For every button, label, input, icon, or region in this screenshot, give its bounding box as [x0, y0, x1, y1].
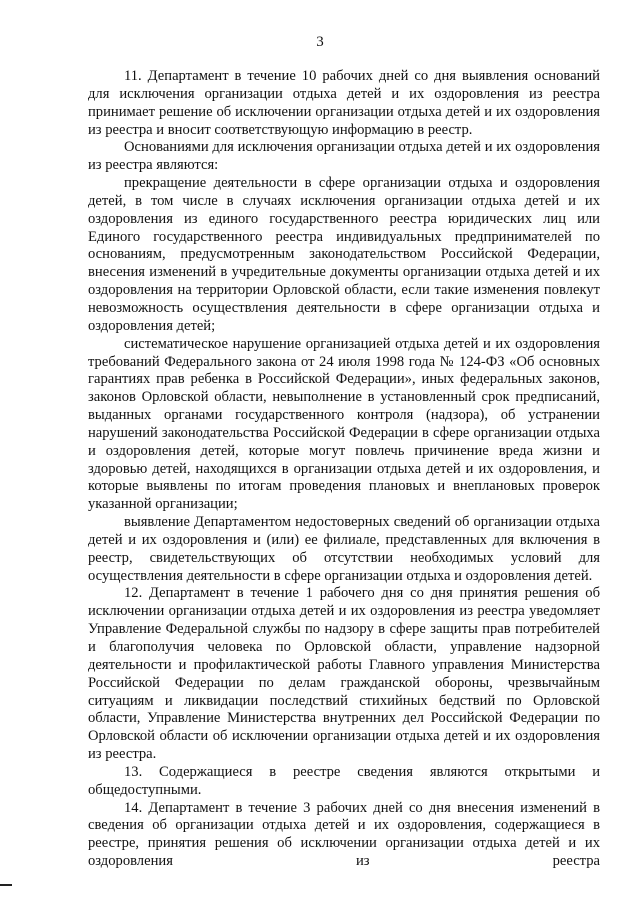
paragraph-13: 13. Содержащиеся в реестре сведения являются открытыми и общедоступными.	[88, 763, 600, 798]
paragraph-12: 12. Департамент в течение 1 рабочего дня со дня принятия решения об исключении организации отдыха детей и их оздоровления из реестра уведомляет Управление Федеральной службы по надзору в сфере защиты прав потребителей и благополучия человека по Орловской области, управление надзорной деятельности и профилактической работы Главного управления Министерства Российской Федерации по делам гражданской обороны, чрезвычайным ситуациям и ликвидации последствий стихийных бедствий по Орловской области, Управление Министерства внутренних дел Российской Федерации по Орловской области об исключении организации отдыха детей и их оздоровления из реестра.	[88, 585, 600, 763]
page-number: 3	[316, 34, 324, 50]
scan-margin-mark	[0, 884, 12, 886]
document-body	[88, 68, 600, 871]
paragraph-11: 11. Департамент в течение 10 рабочих дней со дня выявления оснований для исключения организации отдыха детей и их оздоровления из реестра принимает решение об исключении организации отдыха детей и их оздоровления из реестра и вносит соответствующую информацию в реестр.	[88, 68, 600, 138]
paragraph-grounds-intro: Основаниями для исключения организации отдыха детей и их оздоровления из реестра являются:	[88, 139, 600, 174]
paragraph-ground-violation: систематическое нарушение организацией отдыха детей и их оздоровления требований Федерального закона от 24 июля 1998 года № 124-ФЗ «Об основных гарантиях прав ребенка в Российской Федерации», иных федеральных законов, законов Орловской области, невыполнение в установленный срок предписаний, выданных органами государственного контроля (надзора), об устранении нарушений законодательства Российской Федерации в сфере организации отдыха и оздоровления детей, которые могут повлечь причинение вреда жизни и здоровью детей, находящихся в организации отдыха детей и их оздоровления, и которые выявлены по итогам проведения плановых и внеплановых проверок указанной организации;	[88, 335, 600, 513]
paragraph-14: 14. Департамент в течение 3 рабочих дней со дня внесения изменений в сведения об организации отдыха детей и их оздоровления, содержащиеся в реестре, принятия решения об исключении организации отдыха детей и их оздоровления из реестра	[88, 799, 600, 870]
paragraph-ground-termination: прекращение деятельности в сфере организации отдыха и оздоровления детей, в том числе в случаях исключения организации отдыха детей и их оздоровления из единого государственного реестра юридических лиц или Единого государственного реестра индивидуальных предпринимателей по основаниям, предусмотренным законодательством Российской Федерации, внесения изменений в учредительные документы организации отдыха детей и их оздоровления на территории Орловской области, если такие изменения повлекут невозможность осуществления деятельности в сфере организации отдыха и оздоровления детей;	[88, 175, 600, 334]
paragraph-ground-false-info: выявление Департаментом недостоверных сведений об организации отдыха детей и их оздоровления и (или) ее филиале, представленных для включения в реестр, свидетельствующих об отсутствии необходимых условий для осуществления деятельности в сфере организации отдыха и оздоровления детей.	[88, 514, 600, 584]
